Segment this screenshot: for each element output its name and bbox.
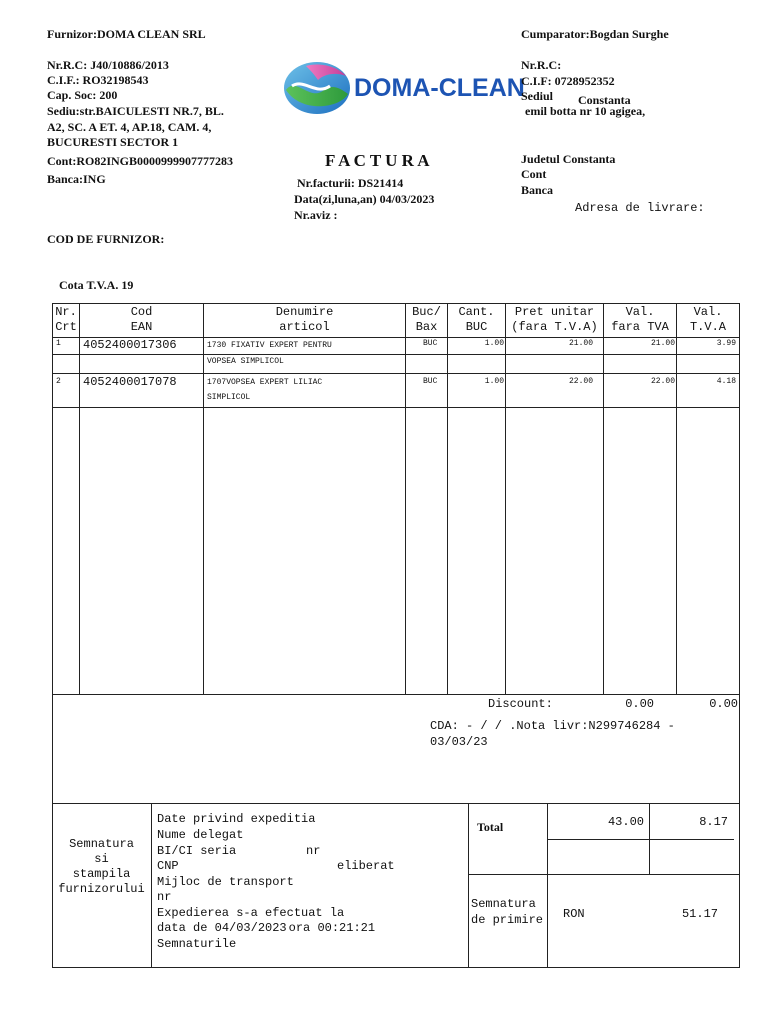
buyer-address: emil botta nr 10 agigea, bbox=[525, 104, 646, 118]
supplier-address-1: Sediu:str.BAICULESTI NR.7, BL. bbox=[47, 104, 224, 118]
transport: Mijloc de transport bbox=[157, 875, 294, 889]
issued-by: eliberat bbox=[337, 859, 395, 873]
expedition-date: data de 04/03/2023 ora 00:21:21 bbox=[157, 921, 376, 935]
expedition-text: Expedierea s-a efectuat la bbox=[157, 906, 345, 920]
vat-rate-value: 19 bbox=[121, 278, 134, 292]
vat-rate: Cota T.V.A. 19 bbox=[59, 278, 134, 292]
buyer-label: Cumparator:Bogdan Surghe bbox=[521, 27, 669, 41]
supplier-cap-soc: Cap. Soc: 200 bbox=[47, 88, 118, 102]
header-unit: Buc/ Bax bbox=[412, 305, 441, 334]
grand-total: 51.17 bbox=[681, 907, 718, 921]
row-value: 21.00 bbox=[650, 339, 675, 348]
logo-icon bbox=[282, 60, 352, 116]
supplier-signature: Semnatura si stampila furnizorului bbox=[58, 837, 145, 896]
row-value: 22.00 bbox=[650, 377, 675, 386]
discount-vat: 0.00 bbox=[709, 697, 738, 711]
row-name-line2: VOPSEA SIMPLICOL bbox=[207, 357, 284, 366]
row-ean: 4052400017078 bbox=[83, 375, 177, 389]
row-nr: 2 bbox=[56, 377, 61, 386]
transport-nr: nr bbox=[157, 890, 172, 904]
row-price: 22.00 bbox=[568, 377, 593, 386]
header-article: Denumire articol bbox=[275, 305, 334, 334]
buyer-cif-value: 0728952352 bbox=[554, 74, 615, 88]
buyer-bank: Banca bbox=[521, 183, 554, 197]
discount-value: 0.00 bbox=[625, 697, 654, 711]
receiver-signature: Semnatura de primire bbox=[471, 897, 544, 927]
supplier-address-3: BUCURESTI SECTOR 1 bbox=[47, 135, 179, 149]
invoice-number: Nr.facturii: DS21414 bbox=[297, 176, 404, 190]
supplier-label: Furnizor:DOMA CLEAN SRL bbox=[47, 27, 206, 41]
row-unit: BUC bbox=[423, 377, 438, 386]
total-vat: 8.17 bbox=[699, 815, 728, 829]
supplier-nr-rc: Nr.R.C: J40/10886/2013 bbox=[47, 58, 169, 72]
invoice-date: Data(zi,luna,an) 04/03/2023 bbox=[294, 192, 435, 206]
expedition-title: Date privind expeditia bbox=[157, 812, 316, 826]
logo-text: DOMA-CLEAN bbox=[354, 74, 525, 102]
header-ean: Cod EAN bbox=[130, 305, 153, 334]
signatures-label: Semnaturile bbox=[157, 937, 237, 951]
supplier-name: DOMA CLEAN SRL bbox=[97, 27, 206, 41]
row-qty: 1.00 bbox=[484, 339, 504, 348]
supplier-account: Cont:RO82INGB0000999907777283 bbox=[47, 154, 234, 168]
header-unit-price: Pret unitar (fara T.V.A) bbox=[511, 305, 598, 334]
id-number: nr bbox=[306, 844, 321, 858]
row-qty: 1.00 bbox=[484, 377, 504, 386]
buyer-sediul-label: Sediul bbox=[521, 89, 554, 103]
header-value: Val. fara TVA bbox=[611, 305, 669, 334]
invoice-date-value: 04/03/2023 bbox=[379, 192, 435, 206]
buyer-name: Bogdan Surghe bbox=[589, 27, 669, 41]
buyer-sediul-city: Constanta bbox=[578, 93, 631, 107]
buyer-account: Cont bbox=[521, 167, 547, 181]
cnp: CNP bbox=[157, 859, 179, 873]
row-vat: 3.99 bbox=[716, 339, 736, 348]
buyer-cif: C.I.F: 0728952352 bbox=[521, 74, 615, 88]
row-name-line1: 1730 FIXATIV EXPERT PENTRU bbox=[207, 341, 332, 350]
buyer-county: Judetul Constanta bbox=[521, 152, 616, 166]
total-value: 43.00 bbox=[607, 815, 644, 829]
row-price: 21.00 bbox=[568, 339, 593, 348]
supplier-code-label: COD DE FURNIZOR: bbox=[47, 232, 165, 246]
row-vat: 4.18 bbox=[716, 377, 736, 386]
delivery-address-label: Adresa de livrare: bbox=[575, 201, 705, 215]
header-nr: Nr. Crt bbox=[55, 305, 77, 334]
id-series: BI/CI seria bbox=[157, 844, 237, 858]
row-unit: BUC bbox=[423, 339, 438, 348]
cda-line-2: 03/03/23 bbox=[430, 735, 488, 749]
cda-line-1: CDA: - / / .Nota livr:N299746284 - bbox=[430, 719, 675, 733]
row-name-line2: SIMPLICOL bbox=[207, 393, 251, 402]
supplier-address-2: A2, SC. A ET. 4, AP.18, CAM. 4, bbox=[47, 120, 212, 134]
header-qty: Cant. BUC bbox=[458, 305, 495, 334]
currency: RON bbox=[563, 907, 585, 921]
row-ean: 4052400017306 bbox=[83, 338, 177, 352]
buyer-nr-rc: Nr.R.C: bbox=[521, 58, 562, 72]
invoice-number-value: DS21414 bbox=[357, 176, 404, 190]
supplier-bank: Banca:ING bbox=[47, 172, 106, 186]
delegate-name: Nume delegat bbox=[157, 828, 244, 842]
invoice-title: F A C T U R A bbox=[325, 151, 430, 170]
row-name-line1: 1707VOPSEA EXPERT LILIAC bbox=[207, 378, 323, 387]
supplier-cif: C.I.F.: RO32198543 bbox=[47, 73, 149, 87]
total-label: Total bbox=[477, 820, 504, 834]
invoice-aviz: Nr.aviz : bbox=[294, 208, 338, 222]
discount-label: Discount: bbox=[488, 697, 553, 711]
row-nr: 1 bbox=[56, 339, 61, 348]
header-vat: Val. T.V.A bbox=[689, 305, 726, 334]
